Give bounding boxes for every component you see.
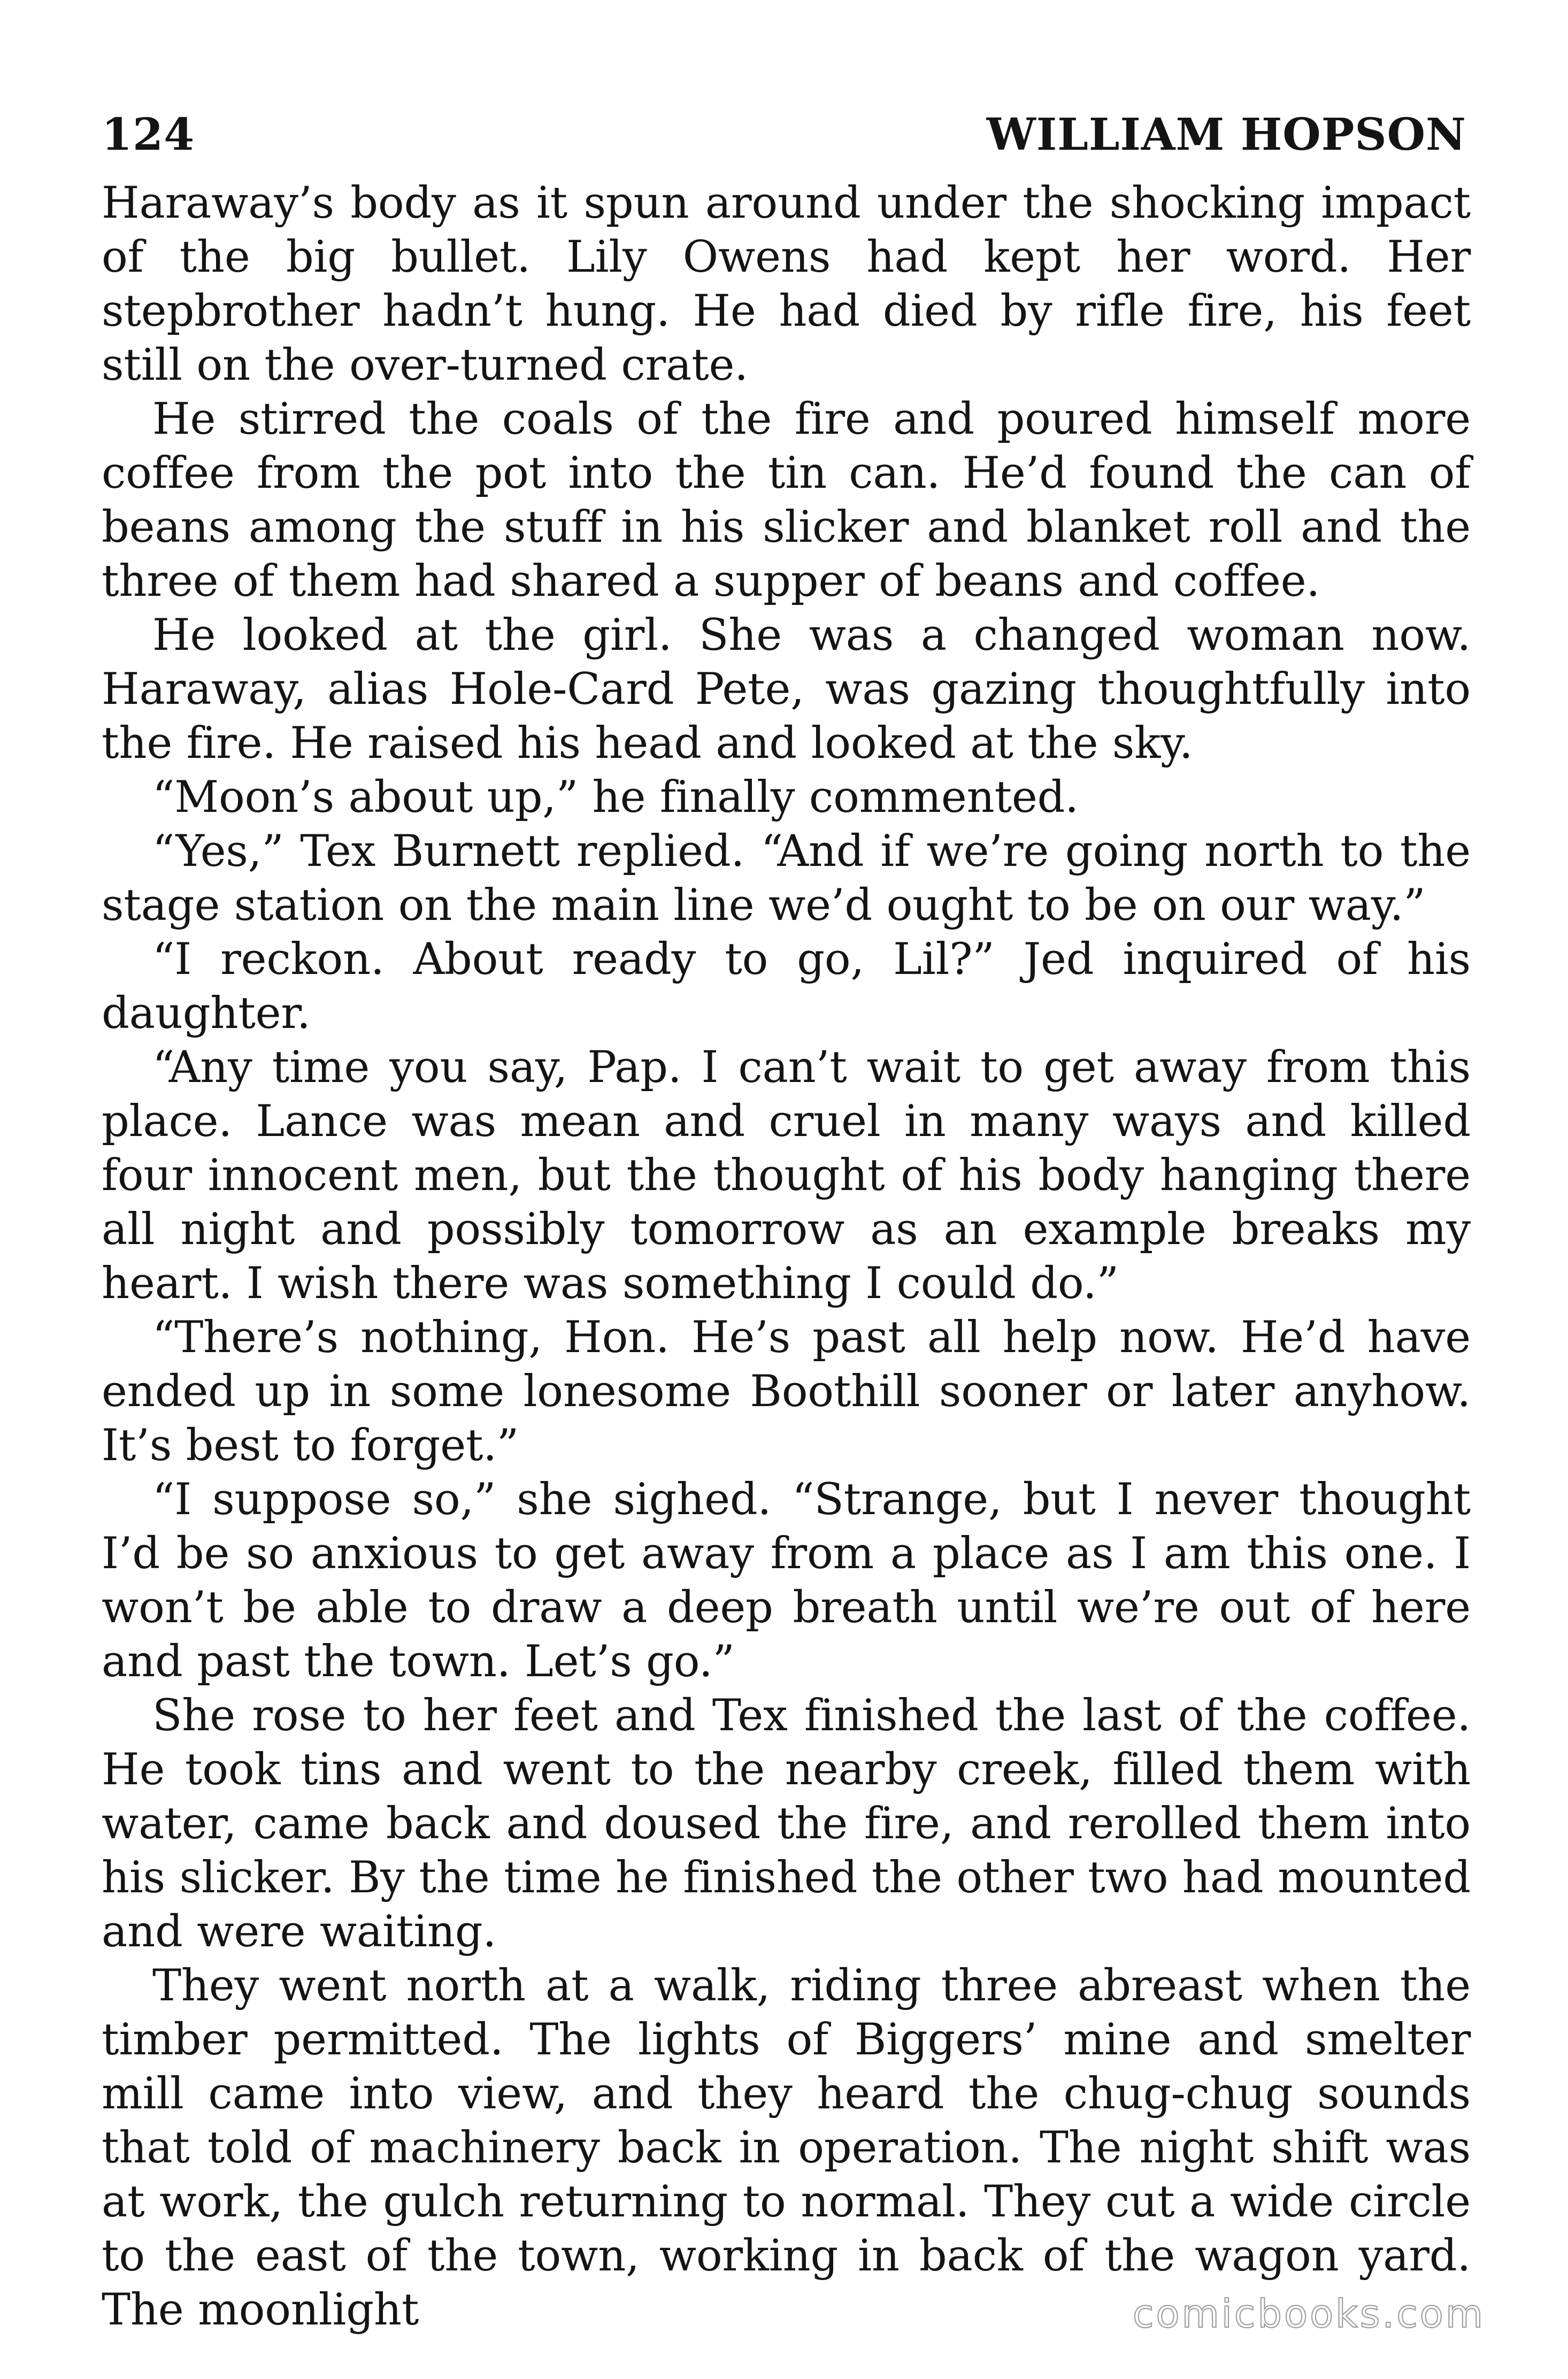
paragraph: Haraway’s body as it spun around under the shocking impact of the big bullet. Lily Owens had kept her word. Her stepbrother hadn’t hung. He had died by rifle fire, his feet still on the over-turned crate. <box>102 178 1471 390</box>
paragraph: “Yes,” Tex Burnett replied. “And if we’re going north to the stage station on the main line we’d ought to be on our way.” <box>102 826 1471 931</box>
author-name: WILLIAM HOPSON <box>986 109 1466 160</box>
watermark: comicbooks.com <box>1132 2291 1485 2336</box>
body-text <box>102 176 1471 2337</box>
paragraph: “I suppose so,” she sighed. “Strange, but I never thought I’d be so anxious to get away from a place as I am this one. I won’t be able to draw a deep breath until we’re out of here and past the town. Let’s go.” <box>102 1475 1471 1687</box>
paragraph: He stirred the coals of the fire and poured himself more coffee from the pot into the tin can. He’d found the can of beans among the stuff in his slicker and blanket roll and the three of them had shared a supper of beans and coffee. <box>102 394 1471 607</box>
paragraph: He looked at the girl. She was a changed woman now. Haraway, alias Hole-Card Pete, was gazing thoughtfully into the fire. He raised his head and looked at the sky. <box>102 610 1471 769</box>
running-head <box>102 96 1466 160</box>
paragraph: “Any time you say, Pap. I can’t wait to get away from this place. Lance was mean and cruel in many ways and killed four innocent men, but the thought of his body hanging there all night and possibly tomorrow as an example breaks my heart. I wish there was something I could do.” <box>102 1042 1471 1309</box>
paragraph: She rose to her feet and Tex finished the last of the coffee. He took tins and went to the nearby creek, filled them with water, came back and doused the fire, and rerolled them into his slicker. By the time he finished the other two had mounted and were waiting. <box>102 1691 1471 1957</box>
paragraph: “I reckon. About ready to go, Lil?” Jed inquired of his daughter. <box>102 934 1471 1039</box>
page-number: 124 <box>102 109 195 160</box>
paragraph: “Moon’s about up,” he finally commented. <box>152 772 1079 823</box>
paragraph: “There’s nothing, Hon. He’s past all help now. He’d have ended up in some lonesome Boothill sooner or later anyhow. It’s best to forget.” <box>102 1313 1471 1471</box>
paragraph: They went north at a walk, riding three abreast when the timber permitted. The lights of Biggers’ mine and smelter mill came into view, and they heard the chug-chug sounds that told of machinery back in operation. The night shift was at work, the gulch returning to normal. They cut a wide circle to the east of the town, working in back of the wagon yard. The moonlight <box>102 1961 1471 2335</box>
